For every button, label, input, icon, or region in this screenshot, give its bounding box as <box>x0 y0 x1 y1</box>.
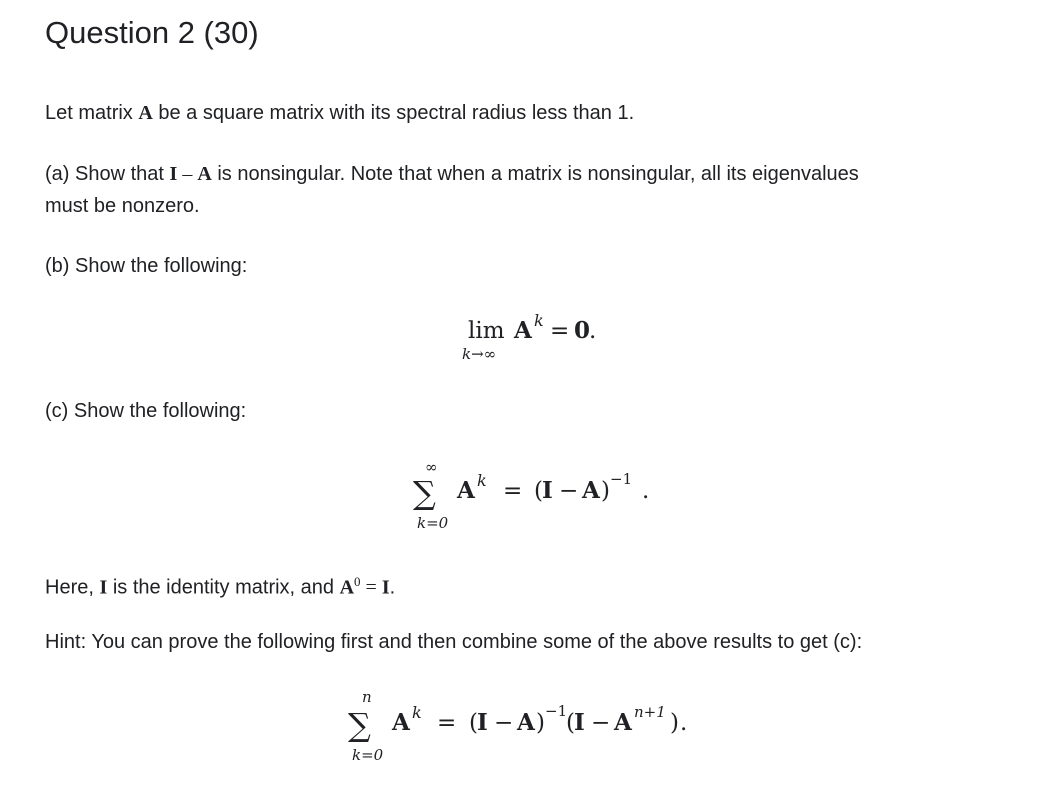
part-a-suffix: is nonsingular. Note that when a matrix is nonsingular, all its eigenvalues <box>211 163 859 185</box>
part-a-line2: must be nonzero. <box>45 195 200 217</box>
period: . <box>589 318 597 344</box>
matrix-a-symbol: A <box>582 477 600 504</box>
equals-sign: = <box>437 710 457 736</box>
minus-sign: − <box>591 710 611 736</box>
lim-operator: lim <box>468 318 505 344</box>
left-paren: ( <box>469 710 478 736</box>
identity-symbol: I <box>574 709 585 736</box>
sum-upper-limit: n <box>362 688 372 706</box>
exponent-k: k <box>477 471 487 490</box>
exponent-zero: 0 <box>354 574 361 589</box>
intro-suffix: be a square matrix with its spectral radius less than 1. <box>152 102 635 124</box>
equals-sign: = <box>503 478 523 504</box>
inverse-exponent: −1 <box>610 470 633 488</box>
matrix-a-symbol: A <box>514 317 532 344</box>
partial-sum-equation <box>340 686 740 772</box>
left-paren: ( <box>566 710 575 736</box>
equals-sign: = <box>550 318 570 344</box>
matrix-a-symbol: A <box>138 102 153 124</box>
right-paren: ) <box>670 710 679 736</box>
lim-subscript: k→∞ <box>462 345 497 363</box>
minus-symbol: – <box>177 163 198 185</box>
equals-sign: = <box>360 576 382 599</box>
matrix-a-symbol: A <box>517 709 535 736</box>
summation-symbol: ∑ <box>348 706 371 744</box>
part-b-label: (b) Show the following: <box>45 255 248 277</box>
identity-symbol: I <box>99 576 108 599</box>
sum-upper-limit: ∞ <box>425 458 438 476</box>
minus-sign: − <box>494 710 514 736</box>
question-title: Question 2 (30) <box>45 15 259 50</box>
exponent-k: k <box>412 703 422 722</box>
minus-sign: − <box>559 478 579 504</box>
identity-symbol: I <box>542 477 553 504</box>
intro-paragraph <box>45 97 1005 129</box>
matrix-a-symbol: A <box>339 576 355 599</box>
right-paren: ) <box>536 710 545 736</box>
matrix-a-symbol: A <box>197 163 212 185</box>
identity-note-paragraph <box>45 566 1005 604</box>
period: . <box>680 710 688 736</box>
part-a-paragraph <box>45 158 1005 222</box>
intro-prefix: Let matrix <box>45 102 139 124</box>
limit-equation <box>440 302 660 372</box>
hint-paragraph: Hint: You can prove the following first and then combine some of the above results to get (c): <box>45 631 863 653</box>
here-prefix: Here, <box>45 576 100 599</box>
right-paren: ) <box>601 478 610 504</box>
matrix-a-symbol: A <box>614 709 632 736</box>
series-equation-svg <box>405 452 685 536</box>
here-mid: is the identity matrix, and <box>107 576 340 599</box>
inverse-exponent: −1 <box>545 702 568 720</box>
exponent-n-plus-1: n+1 <box>634 703 666 721</box>
summation-symbol: ∑ <box>413 474 436 512</box>
sum-lower-limit: k=0 <box>352 746 384 764</box>
limit-equation-svg <box>440 302 660 372</box>
series-equation <box>405 452 685 536</box>
part-c-label: (c) Show the following: <box>45 400 247 422</box>
matrix-a-symbol: A <box>392 709 410 736</box>
period: . <box>389 576 396 599</box>
left-paren: ( <box>534 478 543 504</box>
exponent-k: k <box>534 311 544 330</box>
part-a-prefix: (a) Show that <box>45 163 170 185</box>
partial-sum-equation-svg <box>340 686 740 772</box>
identity-symbol: I <box>169 163 178 185</box>
identity-symbol: I <box>477 709 488 736</box>
zero-matrix-symbol: 0 <box>574 317 591 344</box>
period: . <box>642 478 650 504</box>
sum-lower-limit: k=0 <box>417 514 449 532</box>
matrix-a-symbol: A <box>457 477 475 504</box>
identity-symbol: I <box>381 576 390 599</box>
